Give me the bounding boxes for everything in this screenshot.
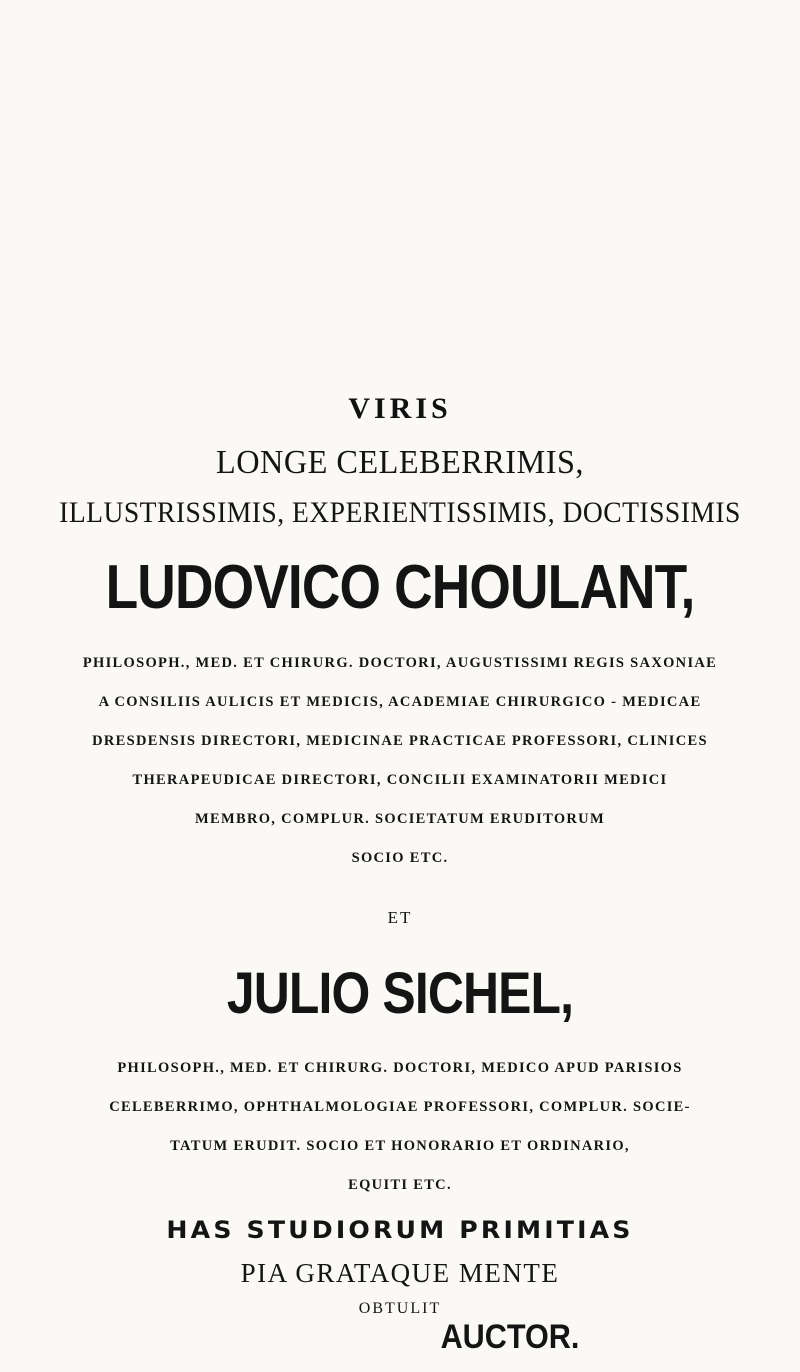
choulant-title-line-6: SOCIO ETC. — [351, 850, 449, 866]
sichel-title-line-4: EQUITI ETC. — [348, 1177, 452, 1193]
choulant-title-line-3: DRESDENSIS DIRECTORI, MEDICINAE PRACTICAE PROFESSORI, CLINICES — [92, 733, 708, 749]
sichel-title-line-1: PHILOSOPH., MED. ET CHIRURG. DOCTORI, MEDICO APUD PARISIOS — [117, 1060, 683, 1076]
name-ludovico-choulant: LUDOVICO CHOULANT, — [105, 553, 695, 622]
name-julio-sichel: JULIO SICHEL, — [226, 961, 574, 1026]
choulant-title-line-2: A CONSILIIS AULICIS ET MEDICIS, ACADEMIAE CHIRURGICO - MEDICAE — [98, 694, 702, 710]
sichel-title-line-3: TATUM ERUDIT. SOCIO ET HONORARIO ET ORDINARIO, — [170, 1138, 630, 1154]
choulant-title-line-4: THERAPEUDICAE DIRECTORI, CONCILII EXAMINATORII MEDICI — [132, 772, 668, 788]
sichel-title-line-2: CELEBERRIMO, OPHTHALMOLOGIAE PROFESSORI, COMPLUR. SOCIE- — [109, 1099, 691, 1115]
choulant-title-line-5: MEMBRO, COMPLUR. SOCIETATUM ERUDITORUM — [195, 811, 605, 827]
line-obtulit: OBTULIT — [358, 1300, 442, 1317]
heading-viris: VIRIS — [348, 392, 452, 425]
line-auctor: AUCTOR. — [440, 1318, 580, 1356]
conjunction-et: ET — [387, 908, 413, 927]
line-pia-grataque-mente: PIA GRATAQUE MENTE — [240, 1258, 560, 1288]
line-longe: LONGE CELEBERRIMIS, — [216, 444, 584, 481]
line-illustrissimis: ILLUSTRISSIMIS, EXPERIENTISSIMIS, DOCTISSIMIS — [59, 496, 741, 529]
line-has-studiorum-primitias: HAS STUDIORUM PRIMITIAS — [166, 1216, 634, 1244]
choulant-title-line-1: PHILOSOPH., MED. ET CHIRURG. DOCTORI, AUGUSTISSIMI REGIS SAXONIAE — [82, 655, 718, 671]
